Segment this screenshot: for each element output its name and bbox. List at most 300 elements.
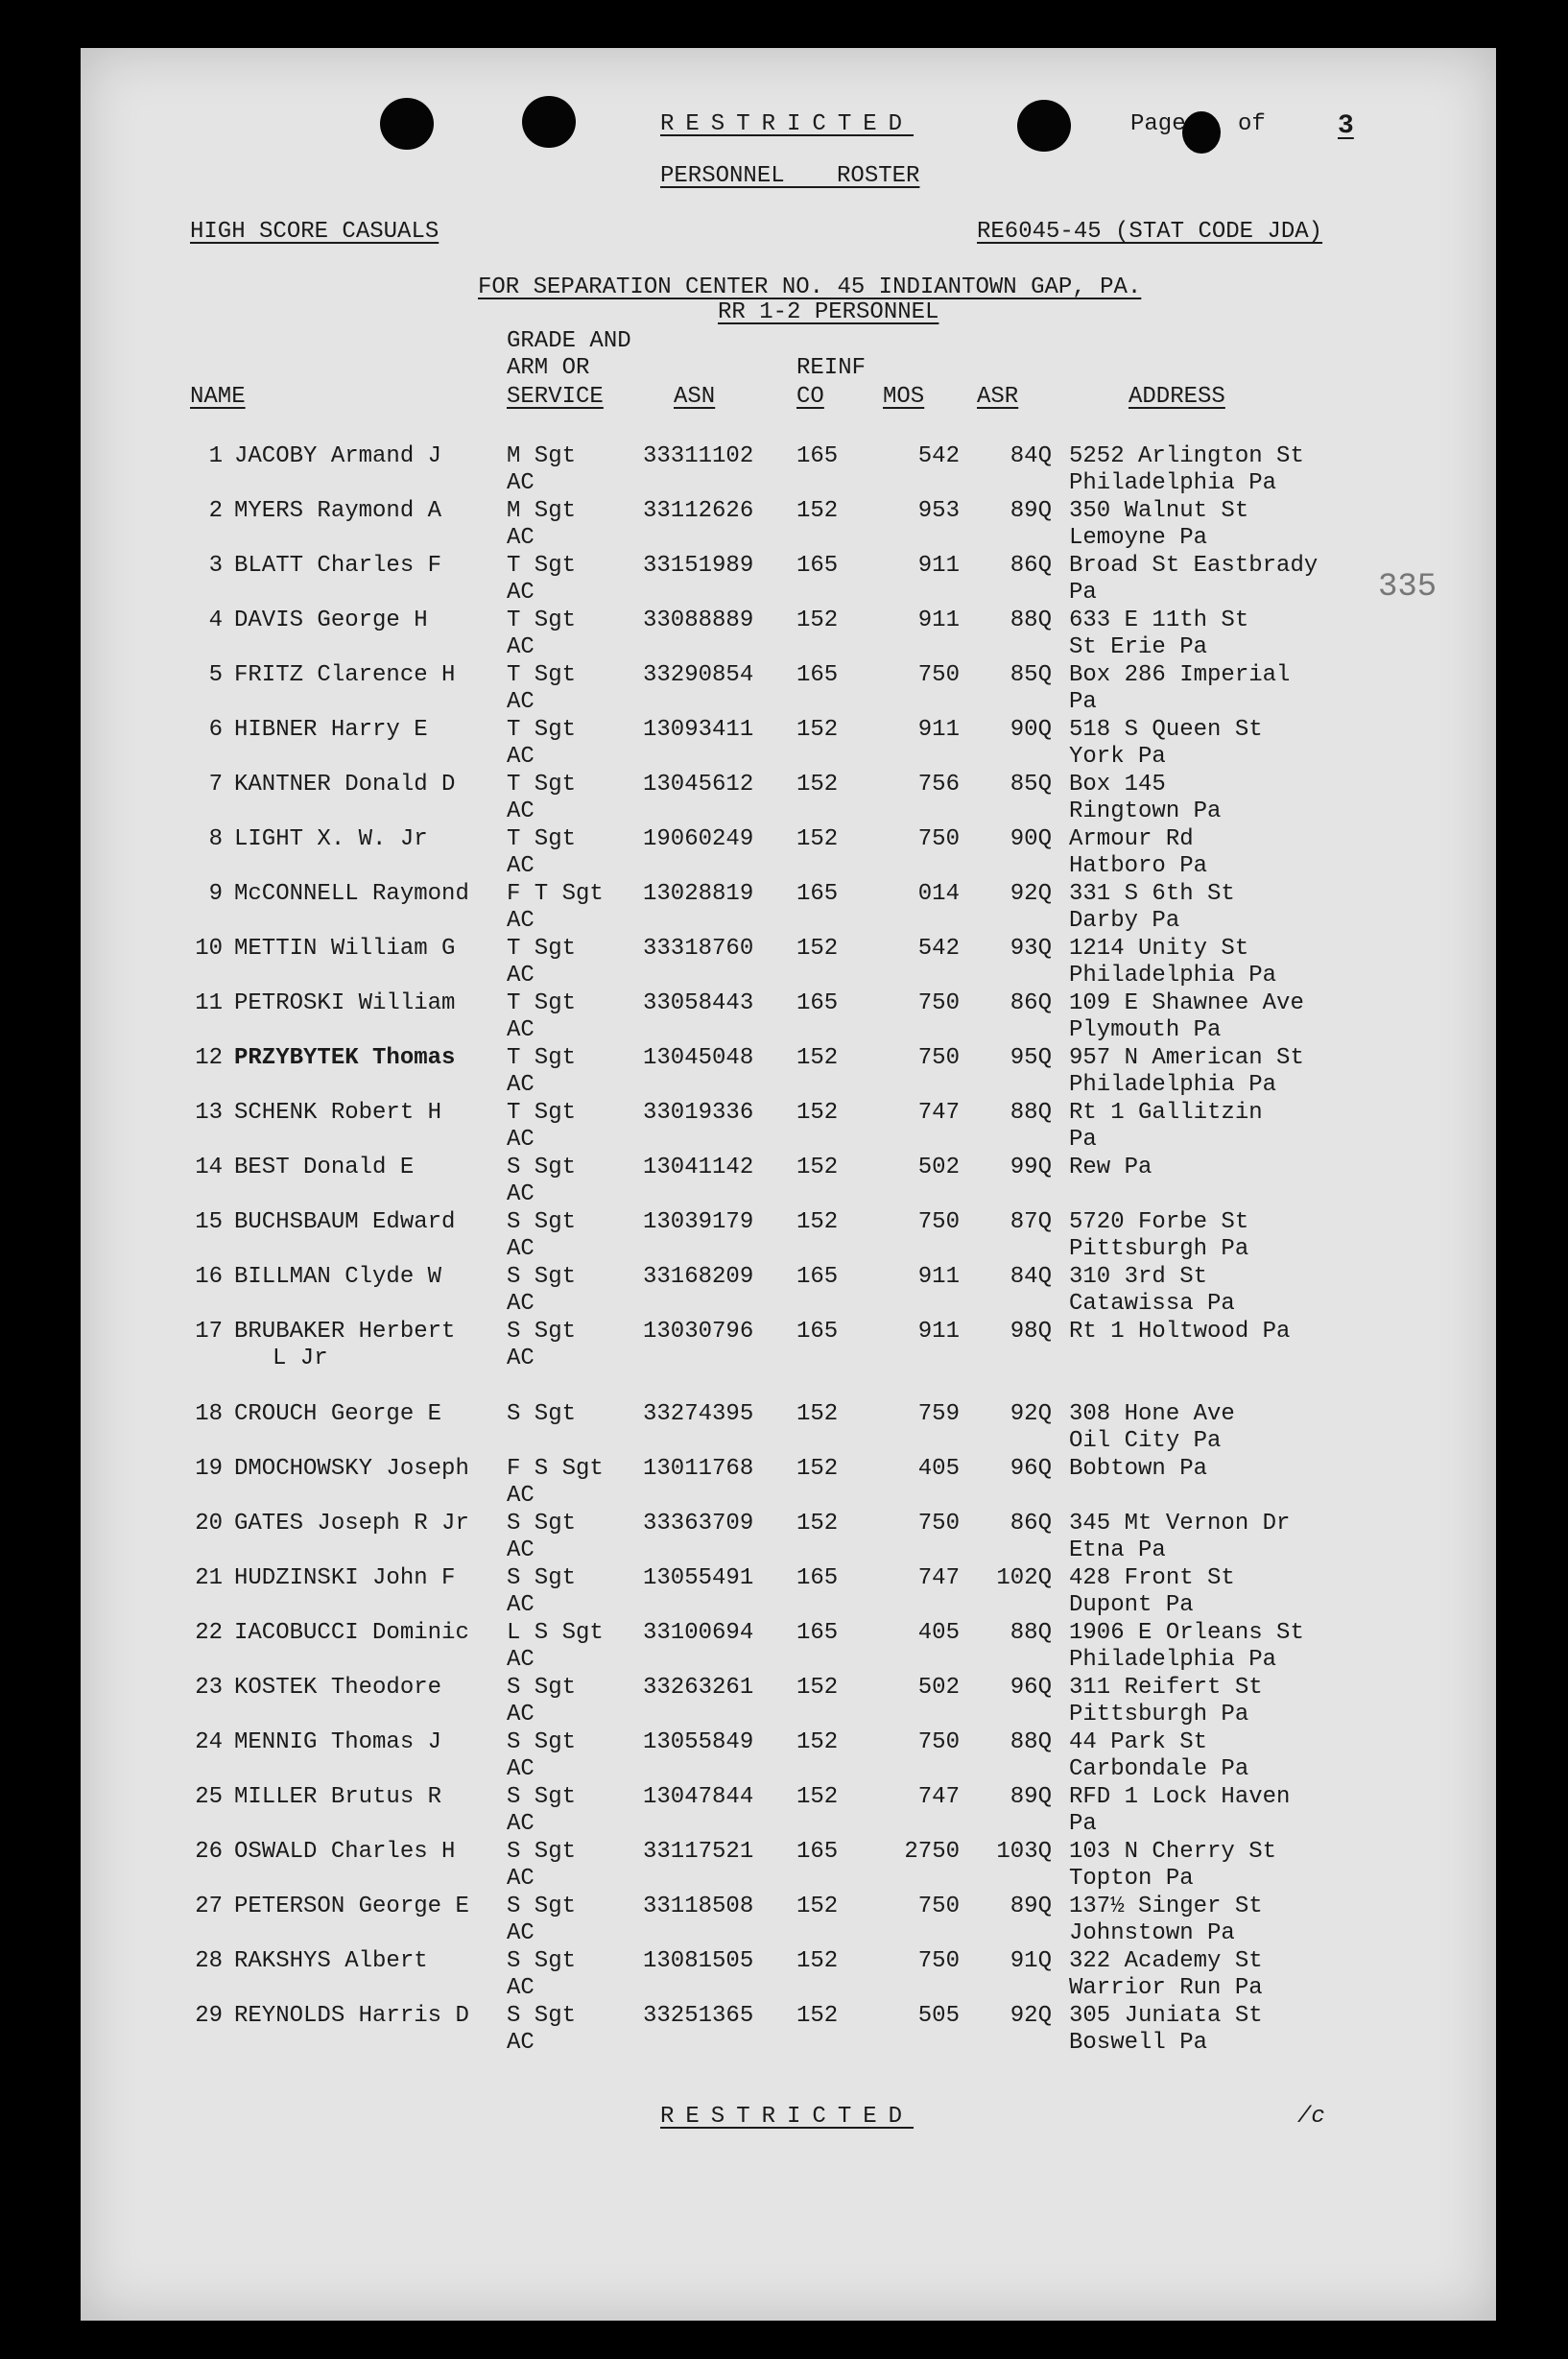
arm-service: AC [507, 470, 535, 496]
asn: 13011768 [643, 1456, 754, 1482]
table-row [81, 1894, 1496, 1947]
grade: S Sgt [507, 1839, 577, 1865]
asr: 89Q [1010, 1894, 1052, 1919]
address-line2: Topton Pa [1069, 1866, 1194, 1892]
row-number: 25 [195, 1784, 223, 1810]
asn: 33274395 [643, 1401, 754, 1427]
page-label: Page [1130, 111, 1186, 137]
member-name: BRUBAKER Herbert [234, 1319, 456, 1345]
table-row [81, 936, 1496, 989]
address-line1: 331 S 6th St [1069, 881, 1235, 907]
grade: T Sgt [507, 662, 577, 688]
row-number: 16 [195, 1264, 223, 1290]
table-row [81, 1401, 1496, 1455]
table-row [81, 717, 1496, 771]
grade: S Sgt [507, 1401, 577, 1427]
asr: 86Q [1010, 553, 1052, 579]
arm-service: AC [507, 1017, 535, 1043]
arm-service: AC [507, 2030, 535, 2056]
address-line1: 311 Reifert St [1069, 1675, 1263, 1701]
asn: 33151989 [643, 553, 754, 579]
member-name: McCONNELL Raymond [234, 881, 469, 907]
address-line2: Boswell Pa [1069, 2030, 1208, 2056]
member-name: FRITZ Clarence H [234, 662, 456, 688]
grade: S Sgt [507, 1675, 577, 1701]
address-line2: Oil City Pa [1069, 1428, 1222, 1454]
table-row [81, 1729, 1496, 1783]
member-name: BLATT Charles F [234, 553, 442, 579]
reinf-co: 152 [796, 936, 839, 962]
row-number: 2 [208, 498, 223, 524]
grade: M Sgt [507, 443, 577, 469]
col-asn: ASN [674, 384, 716, 410]
unit-name: HIGH SCORE CASUALS [190, 219, 440, 245]
mos: 750 [917, 1948, 960, 1974]
address-line2: Dupont Pa [1069, 1592, 1194, 1618]
address-line1: 322 Academy St [1069, 1948, 1263, 1974]
table-row [81, 553, 1496, 607]
asr: 86Q [1010, 1511, 1052, 1537]
address-line2: St Erie Pa [1069, 634, 1208, 660]
asn: 33118508 [643, 1894, 754, 1919]
table-row [81, 772, 1496, 825]
roster-title: PERSONNEL ROSTER [660, 163, 920, 189]
mos: 911 [917, 1264, 960, 1290]
address-line2: Lemoyne Pa [1069, 525, 1208, 551]
col-address: ADDRESS [1128, 384, 1225, 410]
member-name: DMOCHOWSKY Joseph [234, 1456, 469, 1482]
reinf-co: 152 [796, 1100, 839, 1126]
table-row [81, 1784, 1496, 1838]
grade: T Sgt [507, 553, 577, 579]
asr: 93Q [1010, 936, 1052, 962]
asn: 33251365 [643, 2003, 754, 2029]
reinf-co: 165 [796, 443, 839, 469]
grade: T Sgt [507, 826, 577, 852]
arm-service: AC [507, 1072, 535, 1098]
grade: S Sgt [507, 1155, 577, 1180]
address-line2: Pa [1069, 1127, 1097, 1153]
row-number: 9 [208, 881, 223, 907]
row-number: 18 [195, 1401, 223, 1427]
address-line2: Pittsburgh Pa [1069, 1702, 1249, 1728]
reinf-co: 152 [796, 1948, 839, 1974]
member-name: PETERSON George E [234, 1894, 469, 1919]
asn: 33117521 [643, 1839, 754, 1865]
mos: 542 [917, 443, 960, 469]
address-line1: RFD 1 Lock Haven [1069, 1784, 1291, 1810]
table-row [81, 1100, 1496, 1154]
address-line1: Armour Rd [1069, 826, 1194, 852]
col-mos: MOS [883, 384, 925, 410]
table-row [81, 1045, 1496, 1099]
asn: 13039179 [643, 1209, 754, 1235]
punch-hole-center [522, 96, 576, 148]
asr: 88Q [1010, 608, 1052, 633]
mos: 750 [917, 990, 960, 1016]
member-name: RAKSHYS Albert [234, 1948, 428, 1974]
asr: 88Q [1010, 1620, 1052, 1646]
grade: T Sgt [507, 936, 577, 962]
mos: 911 [917, 1319, 960, 1345]
member-name: BILLMAN Clyde W [234, 1264, 442, 1290]
row-number: 11 [195, 990, 223, 1016]
asr: 96Q [1010, 1456, 1052, 1482]
asr: 84Q [1010, 1264, 1052, 1290]
arm-service: AC [507, 580, 535, 606]
row-number: 8 [208, 826, 223, 852]
address-line2: Philadelphia Pa [1069, 470, 1277, 496]
col-reinf-line1: REINF [796, 355, 867, 381]
member-name: PETROSKI William [234, 990, 456, 1016]
asr: 96Q [1010, 1675, 1052, 1701]
grade: S Sgt [507, 1209, 577, 1235]
member-name: GATES Joseph R Jr [234, 1511, 469, 1537]
row-number: 1 [208, 443, 223, 469]
table-row [81, 881, 1496, 935]
member-name: JACOBY Armand J [234, 443, 442, 469]
mos: 747 [917, 1784, 960, 1810]
table-row [81, 1675, 1496, 1728]
grade: S Sgt [507, 1784, 577, 1810]
asn: 19060249 [643, 826, 754, 852]
member-name: CROUCH George E [234, 1401, 442, 1427]
row-number: 26 [195, 1839, 223, 1865]
address-line2: Pa [1069, 580, 1097, 606]
mos: 750 [917, 1045, 960, 1071]
mos: 014 [917, 881, 960, 907]
table-row [81, 1155, 1496, 1208]
address-line1: Broad St Eastbrady [1069, 553, 1319, 579]
address-line1: 1214 Unity St [1069, 936, 1249, 962]
reinf-co: 165 [796, 881, 839, 907]
address-line1: 5720 Forbe St [1069, 1209, 1249, 1235]
reinf-co: 152 [796, 608, 839, 633]
asn: 13045612 [643, 772, 754, 798]
address-line1: 103 N Cherry St [1069, 1839, 1277, 1865]
asn: 13030796 [643, 1319, 754, 1345]
row-number: 6 [208, 717, 223, 743]
address-line2: Hatboro Pa [1069, 853, 1208, 879]
col-co: CO [796, 384, 824, 410]
restricted-header: RESTRICTED [660, 111, 915, 137]
reinf-co: 152 [796, 1729, 839, 1755]
col-name: NAME [190, 384, 246, 410]
page-of-label: of [1238, 111, 1266, 137]
address-line2: Johnstown Pa [1069, 1920, 1235, 1946]
arm-service: AC [507, 1346, 535, 1371]
asn: 33168209 [643, 1264, 754, 1290]
asn: 33311102 [643, 443, 754, 469]
reinf-co: 152 [796, 1045, 839, 1071]
table-row [81, 1319, 1496, 1372]
reinf-co: 165 [796, 1620, 839, 1646]
asn: 13093411 [643, 717, 754, 743]
row-number: 21 [195, 1565, 223, 1591]
address-line2: Carbondale Pa [1069, 1756, 1249, 1782]
table-row [81, 608, 1496, 661]
row-number: 13 [195, 1100, 223, 1126]
table-row [81, 1948, 1496, 2002]
arm-service: AC [507, 634, 535, 660]
mos: 505 [917, 2003, 960, 2029]
reinf-co: 152 [796, 1511, 839, 1537]
grade: T Sgt [507, 1100, 577, 1126]
reinf-co: 152 [796, 2003, 839, 2029]
mos: 542 [917, 936, 960, 962]
row-number: 20 [195, 1511, 223, 1537]
arm-service: AC [507, 1483, 535, 1509]
asn: 33263261 [643, 1675, 754, 1701]
mos: 953 [917, 498, 960, 524]
member-name: HIBNER Harry E [234, 717, 428, 743]
address-line2: Warrior Run Pa [1069, 1975, 1263, 2001]
table-row [81, 990, 1496, 1044]
punch-hole-page-number [1182, 111, 1221, 154]
address-line2: Ringtown Pa [1069, 798, 1222, 824]
asn: 13047844 [643, 1784, 754, 1810]
reinf-co: 152 [796, 1894, 839, 1919]
member-name: METTIN William G [234, 936, 456, 962]
arm-service: AC [507, 1920, 535, 1946]
asn: 33058443 [643, 990, 754, 1016]
mos: 911 [917, 553, 960, 579]
arm-service: AC [507, 1592, 535, 1618]
roster-page [81, 48, 1496, 2321]
reinf-co: 152 [796, 772, 839, 798]
address-line1: Bobtown Pa [1069, 1456, 1208, 1482]
asr: 89Q [1010, 498, 1052, 524]
address-line2: Philadelphia Pa [1069, 1072, 1277, 1098]
grade: S Sgt [507, 1948, 577, 1974]
arm-service: AC [507, 1975, 535, 2001]
grade: S Sgt [507, 1894, 577, 1919]
asr: 84Q [1010, 443, 1052, 469]
grade: S Sgt [507, 1264, 577, 1290]
grade: M Sgt [507, 498, 577, 524]
asn: 13055491 [643, 1565, 754, 1591]
reinf-co: 152 [796, 717, 839, 743]
mos: 502 [917, 1675, 960, 1701]
arm-service: AC [507, 525, 535, 551]
arm-service: AC [507, 744, 535, 770]
arm-service: AC [507, 1866, 535, 1892]
table-row [81, 662, 1496, 716]
row-number: 7 [208, 772, 223, 798]
corner-mark: /c [1297, 2104, 1325, 2130]
asr: 103Q [996, 1839, 1052, 1865]
member-name: HUDZINSKI John F [234, 1565, 456, 1591]
member-name: KANTNER Donald D [234, 772, 456, 798]
arm-service: AC [507, 1291, 535, 1317]
table-row [81, 1456, 1496, 1510]
asr: 85Q [1010, 772, 1052, 798]
address-line1: 350 Walnut St [1069, 498, 1249, 524]
address-line2: York Pa [1069, 744, 1166, 770]
col-grade-line3: SERVICE [507, 384, 604, 410]
asn: 33112626 [643, 498, 754, 524]
address-line1: 345 Mt Vernon Dr [1069, 1511, 1291, 1537]
asr: 92Q [1010, 881, 1052, 907]
row-number: 12 [195, 1045, 223, 1071]
member-name: DAVIS George H [234, 608, 428, 633]
grade: S Sgt [507, 1511, 577, 1537]
member-name: IACOBUCCI Dominic [234, 1620, 469, 1646]
mos: 2750 [904, 1839, 960, 1865]
row-number: 3 [208, 553, 223, 579]
asr: 90Q [1010, 717, 1052, 743]
reinf-co: 152 [796, 826, 839, 852]
asr: 91Q [1010, 1948, 1052, 1974]
col-grade-line1: GRADE AND [507, 328, 631, 354]
address-line2: Pa [1069, 689, 1097, 715]
reinf-co: 165 [796, 553, 839, 579]
reinf-co: 165 [796, 1565, 839, 1591]
asn: 13028819 [643, 881, 754, 907]
reinf-co: 152 [796, 1456, 839, 1482]
asn: 33019336 [643, 1100, 754, 1126]
grade: S Sgt [507, 2003, 577, 2029]
grade: F S Sgt [507, 1456, 604, 1482]
row-number: 29 [195, 2003, 223, 2029]
arm-service: AC [507, 798, 535, 824]
address-line2: Pa [1069, 1811, 1097, 1837]
address-line2: Philadelphia Pa [1069, 1647, 1277, 1673]
col-grade-line2: ARM OR [507, 355, 590, 381]
member-name: MENNIG Thomas J [234, 1729, 442, 1755]
arm-service: AC [507, 1236, 535, 1262]
member-name-cont: L Jr [273, 1346, 328, 1371]
address-line1: Rt 1 Gallitzin [1069, 1100, 1263, 1126]
address-line1: 137½ Singer St [1069, 1894, 1263, 1919]
grade: F T Sgt [507, 881, 604, 907]
table-row [81, 1264, 1496, 1318]
arm-service: AC [507, 853, 535, 879]
address-line2: Darby Pa [1069, 908, 1180, 934]
margin-note: 335 [1378, 569, 1437, 606]
asr: 88Q [1010, 1729, 1052, 1755]
mos: 750 [917, 1894, 960, 1919]
destination-line: FOR SEPARATION CENTER NO. 45 INDIANTOWN GAP, PA. [478, 274, 1142, 300]
address-line2: Philadelphia Pa [1069, 963, 1277, 989]
grade: S Sgt [507, 1319, 577, 1345]
asn: 13041142 [643, 1155, 754, 1180]
member-name: REYNOLDS Harris D [234, 2003, 469, 2029]
mos: 750 [917, 1209, 960, 1235]
reinf-co: 152 [796, 1675, 839, 1701]
mos: 502 [917, 1155, 960, 1180]
arm-service: AC [507, 1756, 535, 1782]
arm-service: AC [507, 1811, 535, 1837]
row-number: 22 [195, 1620, 223, 1646]
address-line2: Etna Pa [1069, 1537, 1166, 1563]
table-row [81, 443, 1496, 497]
row-number: 17 [195, 1319, 223, 1345]
asr: 87Q [1010, 1209, 1052, 1235]
asr: 90Q [1010, 826, 1052, 852]
row-number: 10 [195, 936, 223, 962]
table-row [81, 1839, 1496, 1893]
address-line1: 44 Park St [1069, 1729, 1208, 1755]
table-row [81, 1511, 1496, 1564]
mos: 747 [917, 1100, 960, 1126]
asn: 13055849 [643, 1729, 754, 1755]
grade: T Sgt [507, 990, 577, 1016]
member-name: BEST Donald E [234, 1155, 415, 1180]
reinf-co: 165 [796, 1839, 839, 1865]
grade: L S Sgt [507, 1620, 604, 1646]
address-line1: 633 E 11th St [1069, 608, 1249, 633]
address-line2: Plymouth Pa [1069, 1017, 1222, 1043]
row-number: 28 [195, 1948, 223, 1974]
reinf-co: 152 [796, 498, 839, 524]
member-name: KOSTEK Theodore [234, 1675, 442, 1701]
address-line2: Catawissa Pa [1069, 1291, 1235, 1317]
arm-service: AC [507, 1181, 535, 1207]
mos: 911 [917, 608, 960, 633]
member-name: LIGHT X. W. Jr [234, 826, 428, 852]
mos: 759 [917, 1401, 960, 1427]
mos: 750 [917, 662, 960, 688]
asr: 89Q [1010, 1784, 1052, 1810]
grade: T Sgt [507, 717, 577, 743]
asr: 102Q [996, 1565, 1052, 1591]
member-name: BUCHSBAUM Edward [234, 1209, 456, 1235]
arm-service: AC [507, 963, 535, 989]
asr: 85Q [1010, 662, 1052, 688]
asr: 92Q [1010, 1401, 1052, 1427]
arm-service: AC [507, 1647, 535, 1673]
row-number: 19 [195, 1456, 223, 1482]
asn: 33363709 [643, 1511, 754, 1537]
grade: S Sgt [507, 1729, 577, 1755]
address-line2: Pittsburgh Pa [1069, 1236, 1249, 1262]
restricted-footer: RESTRICTED [660, 2104, 915, 2130]
table-row [81, 1565, 1496, 1619]
asn: 13045048 [643, 1045, 754, 1071]
col-asr: ASR [977, 384, 1019, 410]
address-line1: 308 Hone Ave [1069, 1401, 1235, 1427]
mos: 750 [917, 1511, 960, 1537]
reinf-co: 152 [796, 1155, 839, 1180]
mos: 750 [917, 1729, 960, 1755]
punch-hole-right [1017, 100, 1071, 152]
mos: 911 [917, 717, 960, 743]
grade: T Sgt [507, 772, 577, 798]
page-total: 3 [1338, 111, 1354, 141]
grade: T Sgt [507, 608, 577, 633]
row-number: 15 [195, 1209, 223, 1235]
asn: 33100694 [643, 1620, 754, 1646]
asr: 95Q [1010, 1045, 1052, 1071]
asr: 86Q [1010, 990, 1052, 1016]
address-line1: 428 Front St [1069, 1565, 1235, 1591]
asn: 13081505 [643, 1948, 754, 1974]
mos: 750 [917, 826, 960, 852]
asr: 92Q [1010, 2003, 1052, 2029]
address-line1: 109 E Shawnee Ave [1069, 990, 1304, 1016]
asr: 99Q [1010, 1155, 1052, 1180]
member-name: OSWALD Charles H [234, 1839, 456, 1865]
asr: 88Q [1010, 1100, 1052, 1126]
reinf-co: 152 [796, 1401, 839, 1427]
row-number: 27 [195, 1894, 223, 1919]
mos: 747 [917, 1565, 960, 1591]
address-line1: 518 S Queen St [1069, 717, 1263, 743]
table-row [81, 1209, 1496, 1263]
row-number: 4 [208, 608, 223, 633]
arm-service: AC [507, 689, 535, 715]
